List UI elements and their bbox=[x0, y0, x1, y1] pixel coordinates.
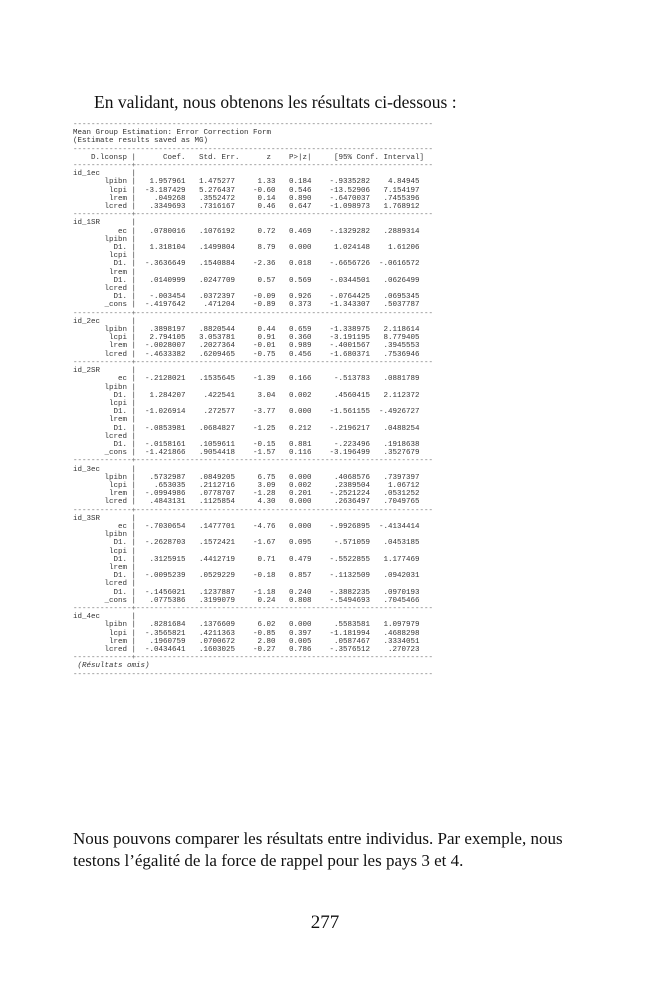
output-line: id_2ec | bbox=[73, 317, 137, 326]
output-line: D1. | -.1456021 .1237887 -1.18 0.240 -.3882235 .0970193 bbox=[73, 588, 420, 597]
output-line: lpibn | .3898197 .8820544 0.44 0.659 -1.338975 2.118614 bbox=[73, 326, 420, 335]
output-line: lcpi | .653035 .2112716 3.09 0.002 .2389504 1.06712 bbox=[73, 481, 420, 490]
output-line: lrem | .1960759 .0700672 2.80 0.005 .0587467 .3334051 bbox=[73, 637, 420, 646]
output-line: _cons | -.4197642 .471204 -0.89 0.373 -1.343307 .5037787 bbox=[73, 301, 420, 310]
output-line: lcpi | 2.794105 3.053781 0.91 0.360 -3.191195 8.779405 bbox=[73, 334, 420, 343]
table-rule: -------------------------------------------------------------------------------- bbox=[73, 121, 434, 129]
output-line: lpibn | .5732987 .0849205 6.75 0.000 .4068576 .7397397 bbox=[73, 473, 420, 482]
output-line: lcred | .4843131 .1125854 4.30 0.000 .2636497 .7049765 bbox=[73, 498, 420, 507]
output-line: lcpi | -.3565821 .4211363 -0.85 0.397 -1.181994 .4688298 bbox=[73, 629, 420, 638]
output-line: id_1SR | bbox=[73, 219, 137, 228]
table-rule: -------------+------------------------------------------------------------------ bbox=[73, 506, 434, 515]
output-line: ec | -.2128021 .1535645 -1.39 0.166 -.513783 .0881789 bbox=[73, 375, 420, 384]
output-line: id_4ec | bbox=[73, 613, 137, 622]
output-line: lpibn | bbox=[73, 531, 137, 540]
output-line: D1. | -.0095239 .0529229 -0.18 0.857 -.1132509 .0942031 bbox=[73, 572, 420, 581]
output-line: lcpi | bbox=[73, 399, 137, 408]
output-line: D.lconsp | Coef. Std. Err. z P>|z| [95% Conf. Interval] bbox=[73, 153, 425, 162]
output-line: D1. | -.0853981 .0684827 -1.25 0.212 -.2196217 .0488254 bbox=[73, 424, 420, 433]
table-rule: -------------+------------------------------------------------------------------ bbox=[73, 457, 434, 466]
output-line: lpibn | bbox=[73, 235, 137, 244]
output-line: _cons | .0775386 .3199079 0.24 0.808 -.5494693 .7045466 bbox=[73, 596, 420, 605]
intro-paragraph: En validant, nous obtenons les résultats ci-dessous : bbox=[94, 92, 457, 112]
output-line: ec | -.7030654 .1477701 -4.76 0.000 -.9926895 -.4134414 bbox=[73, 522, 420, 531]
table-rule: -------------------------------------------------------------------------------- bbox=[73, 670, 434, 679]
output-line: lcred | bbox=[73, 580, 137, 589]
output-line: lpibn | 1.957961 1.475277 1.33 0.184 -.9335282 4.84945 bbox=[73, 178, 420, 187]
output-line: D1. | .0140999 .0247709 0.57 0.569 -.0344501 .0626499 bbox=[73, 276, 420, 285]
output-line: D1. | -.2628703 .1572421 -1.67 0.095 -.571059 .0453185 bbox=[73, 539, 420, 548]
table-rule: -------------+------------------------------------------------------------------ bbox=[73, 211, 434, 220]
stata-output-block bbox=[73, 121, 433, 679]
table-rule: -------------+------------------------------------------------------------------ bbox=[73, 604, 434, 613]
output-line: lcred | bbox=[73, 285, 137, 294]
output-line: lcred | .3349693 .7316167 0.46 0.647 -1.098973 1.768912 bbox=[73, 203, 420, 212]
output-line: id_3SR | bbox=[73, 514, 137, 523]
output-line: id_3ec | bbox=[73, 465, 137, 474]
output-line: lcred | bbox=[73, 432, 137, 441]
output-line: lcpi | -3.187429 5.276437 -0.60 0.546 -13.52906 7.154197 bbox=[73, 186, 420, 195]
output-line: lrem | -.0994986 .0778707 -1.28 0.201 -.2521224 .0531252 bbox=[73, 490, 420, 499]
output-line: lrem | -.0028007 .2027364 -0.01 0.989 -.4001567 .3945553 bbox=[73, 342, 420, 351]
output-line: D1. | -1.026914 .272577 -3.77 0.000 -1.561155 -.4926727 bbox=[73, 408, 420, 417]
output-line: (Estimate results saved as MG) bbox=[73, 137, 209, 146]
output-line: Mean Group Estimation: Error Correction Form bbox=[73, 129, 272, 138]
output-line: D1. | 1.284207 .422541 3.04 0.002 .4560415 2.112372 bbox=[73, 391, 420, 400]
table-rule: -------------+------------------------------------------------------------------ bbox=[73, 358, 434, 367]
output-line: D1. | -.3636649 .1540884 -2.36 0.018 -.6656726 -.0616572 bbox=[73, 260, 420, 269]
table-rule: -------------+------------------------------------------------------------------ bbox=[73, 654, 434, 663]
output-line: lpibn | .8281684 .1376609 6.02 0.000 .5583581 1.097979 bbox=[73, 621, 420, 630]
output-line: D1. | 1.318104 .1499804 8.79 0.000 1.024148 1.61206 bbox=[73, 244, 420, 253]
output-line: lcred | -.4633382 .6209465 -0.75 0.456 -1.680371 .7536946 bbox=[73, 350, 420, 359]
table-rule: -------------------------------------------------------------------------------- bbox=[73, 145, 434, 154]
output-line: id_2SR | bbox=[73, 367, 137, 376]
output-line: lrem | bbox=[73, 563, 137, 572]
table-rule: -------------+------------------------------------------------------------------ bbox=[73, 309, 434, 318]
output-line: lrem | .049268 .3552472 0.14 0.890 -.6470037 .7455396 bbox=[73, 194, 420, 203]
output-line: id_1ec | bbox=[73, 170, 137, 179]
output-line: D1. | -.0158161 .1059611 -0.15 0.881 -.223496 .1918638 bbox=[73, 440, 420, 449]
conclusion-paragraph: Nous pouvons comparer les résultats entre individus. Par exemple, nous testons l’égalité de la force de rappel pour les pays 3 et 4. bbox=[73, 829, 563, 870]
omitted-note: (Résultats omis) bbox=[73, 662, 150, 671]
output-line: lpibn | bbox=[73, 383, 137, 392]
output-line: lrem | bbox=[73, 416, 137, 425]
output-line: ec | .0780016 .1076192 0.72 0.469 -.1329282 .2889314 bbox=[73, 227, 420, 236]
table-rule: -------------+------------------------------------------------------------------ bbox=[73, 162, 434, 171]
output-line: lrem | bbox=[73, 268, 137, 277]
page-number: 277 bbox=[310, 912, 340, 933]
output-line: lcred | -.0434641 .1603025 -0.27 0.786 -.3576512 .270723 bbox=[73, 646, 420, 654]
output-line: lcpi | bbox=[73, 252, 137, 261]
output-line: D1. | .3125915 .4412719 0.71 0.479 -.5522855 1.177469 bbox=[73, 555, 420, 564]
output-line: lcpi | bbox=[73, 547, 137, 556]
output-line: D1. | -.003454 .0372397 -0.09 0.926 -.0764425 .0695345 bbox=[73, 293, 420, 302]
output-line: _cons | -1.421866 .9054418 -1.57 0.116 -3.196499 .3527679 bbox=[73, 449, 420, 458]
